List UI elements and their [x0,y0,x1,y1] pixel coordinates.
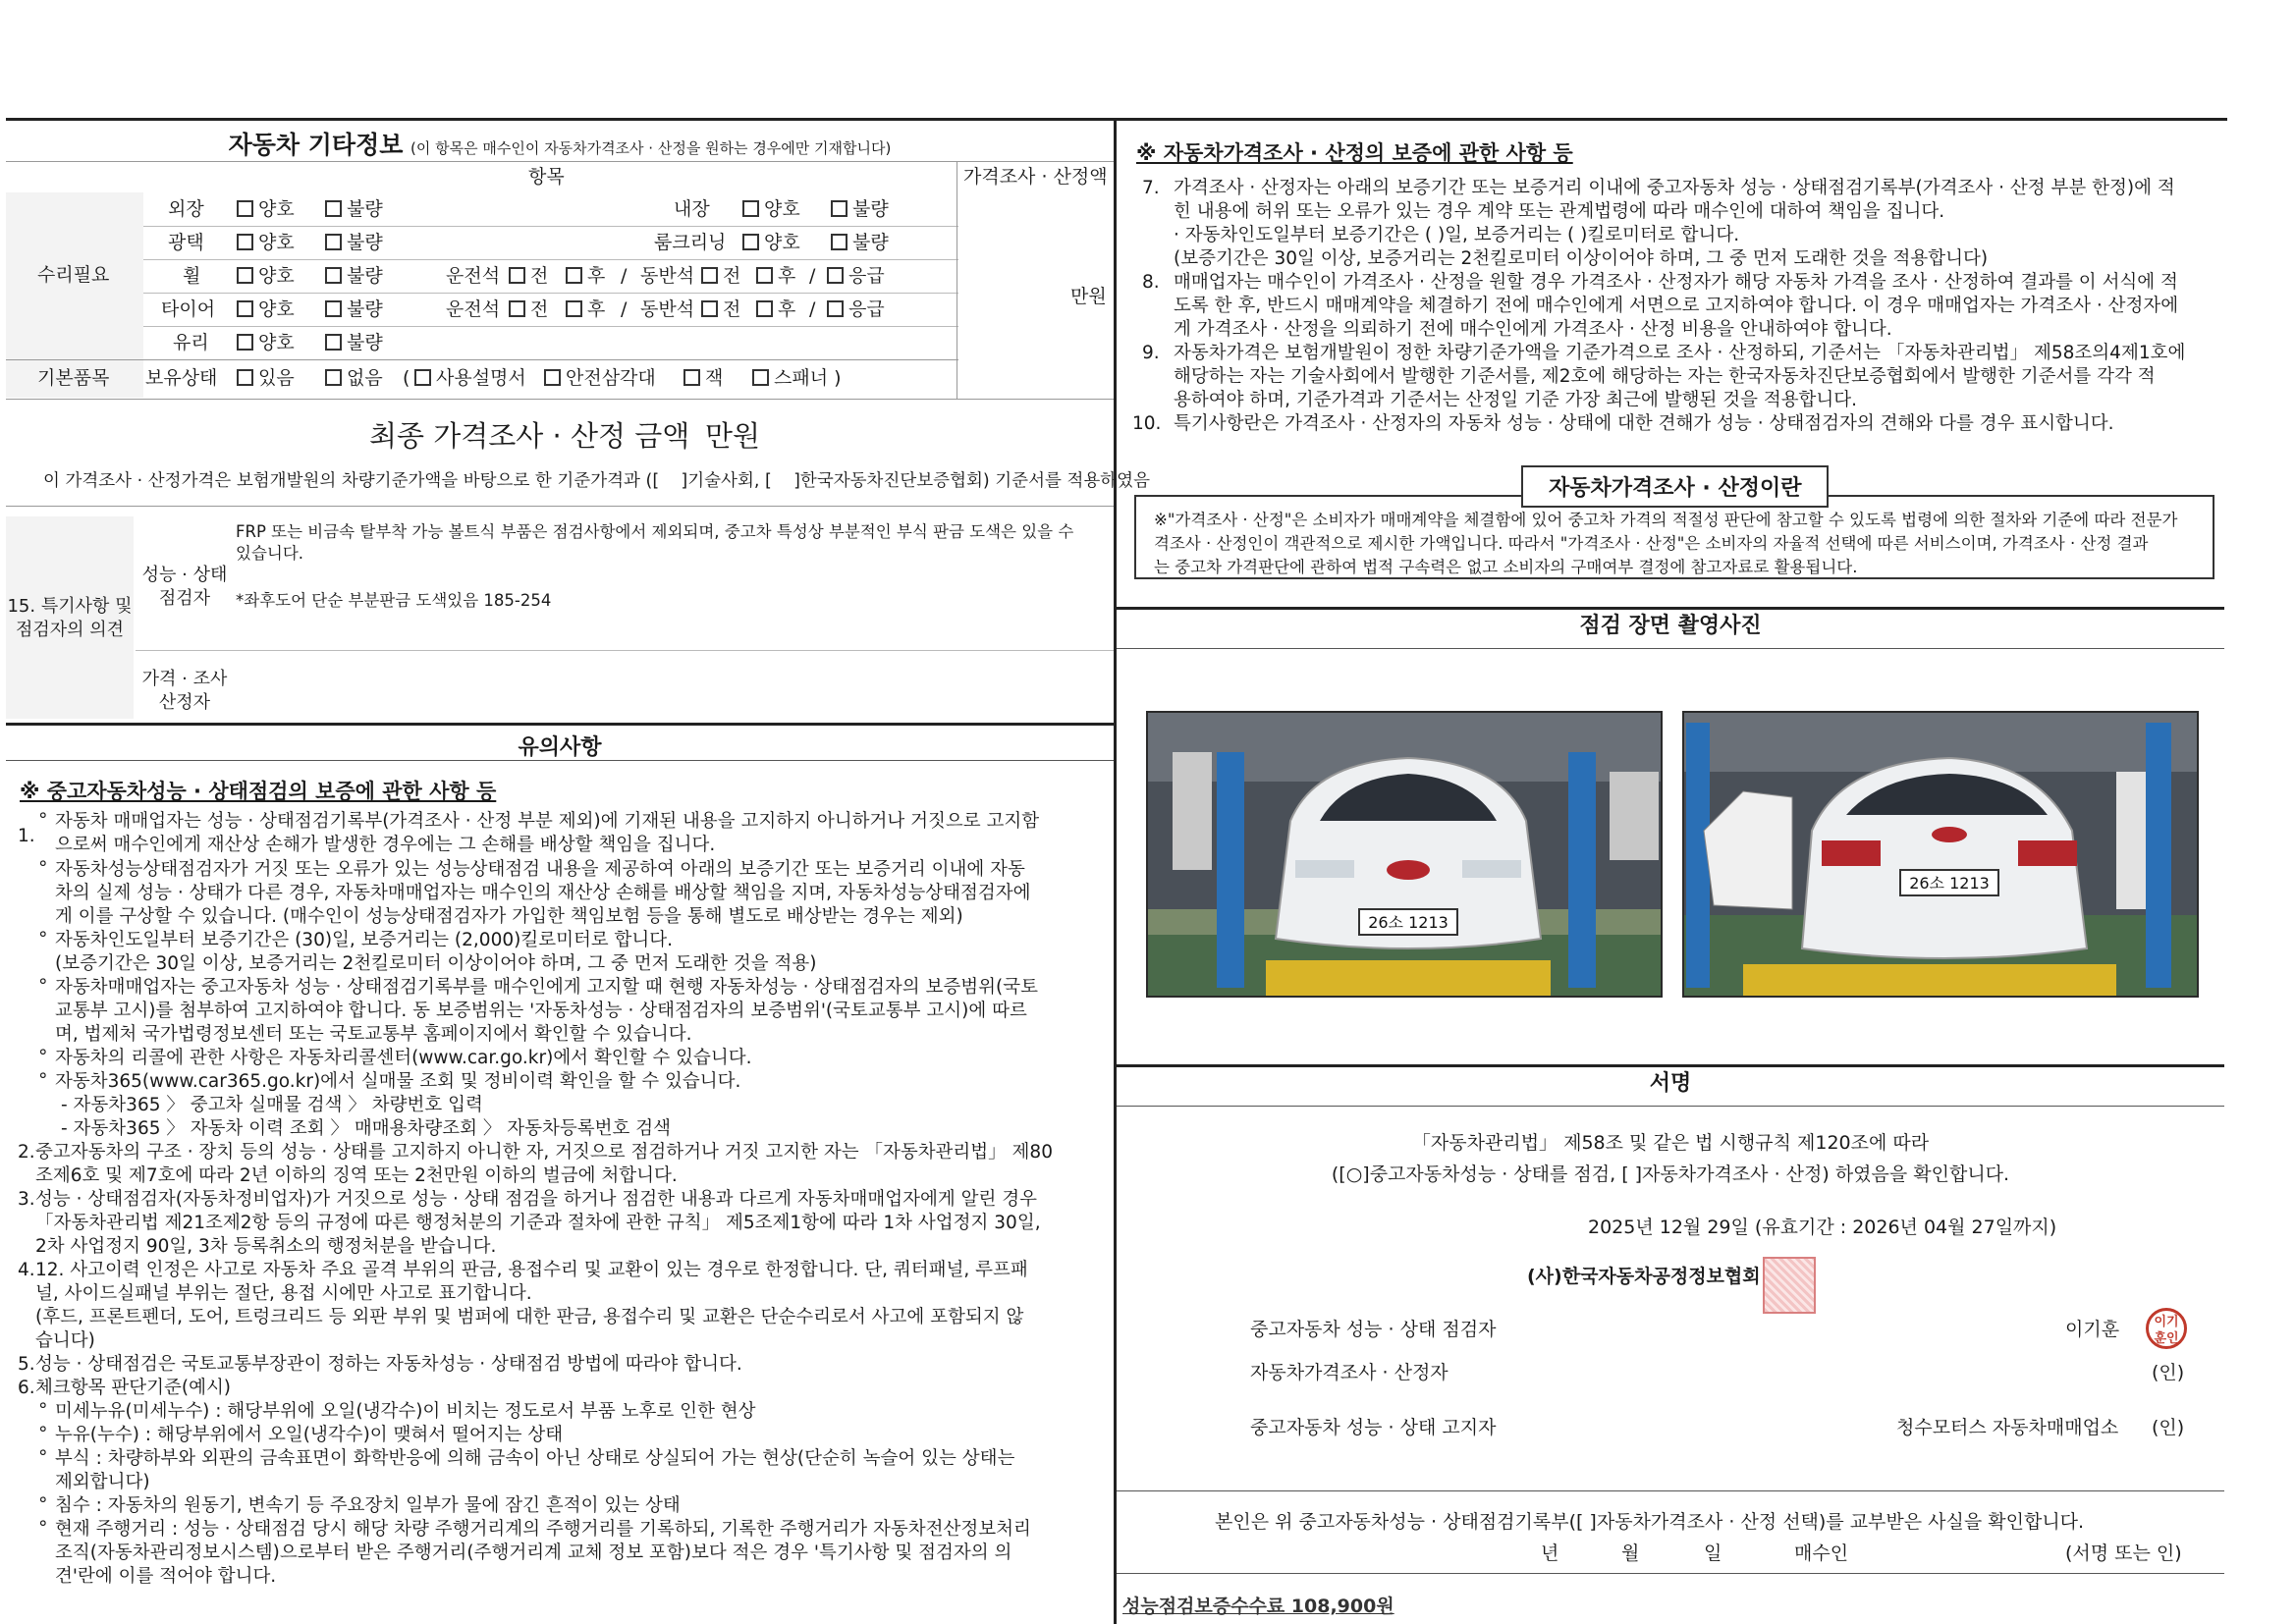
notifier-name: 청수모터스 자동차매매업소 [1896,1417,2119,1438]
label-good: 양호 [258,298,295,320]
checkbox[interactable] [756,267,773,284]
wheel-emergency[interactable] [827,259,885,293]
label-bad: 불량 [347,265,383,287]
basic-none[interactable] [325,361,383,395]
final-price-label: 최종 가격조사 · 산정 금액 [369,419,690,453]
tire-passenger-label: 동반석 [640,298,695,320]
checkbox[interactable] [237,369,253,386]
tire-passenger-front[interactable] [701,293,740,326]
label-bad: 불량 [852,198,889,220]
notes-line: 침수 : 자동차의 원동기, 변속기 등 주요장치 일부가 물에 잠긴 흔적이 있는 상태 [55,1495,681,1516]
checkbox[interactable] [414,369,431,386]
repair-label: 수리필요 [37,264,110,286]
buyer-label: 매수인 [1794,1543,1849,1564]
section-title-main: 자동차 기타정보 [228,131,404,159]
bullet-icon: ∘ [37,1489,49,1510]
row-label-wheel: 휠 [183,265,201,287]
checkbox[interactable] [752,369,769,386]
photo-heading: 점검 장면 촬영사진 [1579,614,1762,638]
notes-line: 성능 · 상태점검자(자동차정비업자)가 거짓으로 성능 · 상태 점검을 하거나 점검한 내용과 다르게 자동차매매업자에게 알린 경우 [35,1189,1037,1210]
room-cleaning-bad[interactable] [831,226,889,259]
notes-heading: 유의사항 [518,735,602,760]
notifier-seal-mark: (인) [2152,1417,2185,1438]
receipt-month: 월 [1621,1543,1640,1564]
receipt-line: 본인은 위 중고자동차성능 · 상태점검기록부([ ]자동차가격조사 · 산정 선택)를 교부받은 사실을 확인합니다. [1215,1511,2085,1533]
row-label-interior: 내장 [674,198,710,220]
sign-line-2: ([○]중고자동차성능 · 상태를 점검, [ ]자동차가격조사 · 산정) 하였음을 확인합니다. [1331,1164,2010,1185]
association-name: (사)한국자동차공정정보협회 [1527,1266,1761,1287]
row-glass [6,326,1114,359]
checkbox[interactable] [827,300,844,317]
item-line: 매매업자는 매수인이 가격조사 · 산정을 원할 경우 가격조사 · 산정자가 해당 자동차 가격을 조사 · 산정하여 결과를 이 서식에 적 [1174,272,2178,293]
row-tire [6,293,1114,326]
notes-line: 2차 사업정지 90일, 3차 등록취소의 행정처분을 받습니다. [35,1236,497,1257]
checkbox[interactable] [237,267,253,284]
label-bad: 불량 [347,332,383,353]
inspector-label-1: 성능 · 상태 [141,565,228,585]
notes-line: 체크항목 판단기준(예시) [35,1378,232,1398]
label-spanner: 스패너 ) [774,367,842,389]
bullet-icon: ∘ [37,1513,49,1534]
notes-number: 4. [18,1260,35,1280]
exterior-good[interactable] [237,192,295,226]
rule [6,760,1114,761]
checkbox[interactable] [544,369,561,386]
rule [1117,1573,2224,1574]
rule [6,506,1114,507]
label-front: 전 [530,298,549,320]
definition-badge: 자동차가격조사 · 산정이란 [1521,465,1829,508]
inspector-role: 중고자동차 성능 · 상태 점검자 [1250,1319,1497,1340]
notes-section [6,727,1114,1624]
appraiser-label-1: 가격 · 조사 [141,669,228,689]
row-basic-items [6,361,1114,395]
rule [6,161,1114,162]
inspection-photo-front [1146,711,1663,998]
notes-line: 교통부 고시)를 첨부하여 고지하여야 합니다. 동 보증범위는 '자동차성능 · 상태점검자의 보증범위'(국토교통부 고시)에 따르 [55,1001,1027,1021]
tire-bad[interactable] [325,293,383,326]
rule [6,723,1114,726]
label-good: 양호 [258,198,295,220]
label-front: 전 [723,298,741,320]
checkbox[interactable] [831,234,847,250]
notes-line: 자동차의 리콜에 관한 사항은 자동차리콜센터(www.car.go.kr)에서 확인할 수 있습니다. [55,1048,752,1068]
date-line: 2025년 12월 29일 (유효기간 : 2026년 04월 27일까지) [1588,1217,2057,1238]
item-number: 9. [1142,343,1160,363]
label-jack: 잭 [705,367,724,389]
checkbox[interactable] [325,234,342,250]
bullet-icon: ∘ [37,924,49,945]
checkbox[interactable] [237,234,253,250]
row-label-tire: 타이어 [161,298,216,320]
label-bad: 불량 [347,298,383,320]
slash: / [621,298,628,320]
notes-line: 12. 사고이력 인정은 사고로 자동차 주요 골격 부위의 판금, 용접수리 및 교환이 있는 경우로 한정합니다. 단, 쿼터패널, 루프패 [35,1260,1028,1280]
item-number: 10. [1132,413,1162,434]
checkbox[interactable] [325,267,342,284]
tire-good[interactable] [237,293,295,326]
item-line: 가격조사 · 산정자는 아래의 보증기간 또는 보증거리 이내에 중고자동차 성능 · 상태점검기록부(가격조사 · 산정 부분 한정)에 적 [1174,178,2175,198]
bullet-icon: ∘ [37,805,49,826]
inspector-text-3: *좌후도어 단순 부분판금 도색있음 185-254 [236,591,552,610]
notes-line: 며, 법제처 국가법령정보센터 또는 국토교통부 홈페이지에서 확인할 수 있습니다. [55,1024,692,1045]
wheel-passenger-rear[interactable] [756,259,795,293]
slash: / [809,265,816,287]
label-front: 전 [723,265,741,287]
notes-line: 널, 사이드실패널 부위는 절단, 용접 시에만 사고로 표기합니다. [35,1283,532,1304]
notes-number: 1. [18,826,35,846]
basis-part: 이 가격조사 · 산정가격은 보험개발원의 차량기준가액을 바탕으로 한 기준가격과 ([ [43,471,660,491]
section-title [6,126,1114,161]
room-cleaning-good[interactable] [742,226,800,259]
basis-part: ]기술사회, [ [681,471,772,491]
label-emergency: 응급 [848,265,885,287]
special-label-1: 15. 특기사항 및 [7,596,133,617]
checkbox[interactable] [325,300,342,317]
notes-line: 현재 주행거리 : 성능 · 상태점검 당시 해당 차량 주행거리계의 주행거리를 기록하되, 기록한 주행거리가 자동차전산정보처리 [55,1519,1031,1540]
notes-line: 자동차매매업자는 중고자동차 성능 · 상태점검기록부를 매수인에게 고지할 때 현행 자동차성능 · 상태점검자의 보증범위(국토 [55,977,1038,998]
label-front: 전 [530,265,549,287]
label-none: 없음 [347,367,383,389]
item-number: 7. [1142,178,1160,198]
checkbox[interactable] [325,200,342,217]
notes-line: 견'란에 이를 적어야 합니다. [55,1566,277,1587]
checkbox[interactable] [683,369,700,386]
basic-spanner[interactable] [752,361,842,395]
right-column [1117,118,2296,1624]
inspector-seal-icon: 이기 훈인 [2146,1308,2187,1349]
checkbox[interactable] [742,234,759,250]
label-rear: 후 [587,265,606,287]
bullet-icon: ∘ [37,1442,49,1463]
basis-part: ]한국자동차진단보증협회) 기준서를 적용하였음 [793,471,1150,491]
bullet-icon: ∘ [37,971,49,992]
row-label-room-cleaning: 룸크리닝 [654,232,727,253]
notes-line: 으로써 매수인에게 재산상 손해가 발생한 경우에는 그 손해를 배상할 책임을 집니다. [55,835,716,855]
item-number: 8. [1142,272,1160,293]
notes-number: 6. [18,1378,35,1398]
glass-bad[interactable] [325,326,383,359]
notes-line: 제외합니다) [55,1472,150,1492]
checkbox[interactable] [566,300,582,317]
checkbox[interactable] [701,267,718,284]
checkbox[interactable] [566,267,582,284]
possession-status-label: 보유상태 [145,367,218,389]
label-rear: 후 [587,298,606,320]
sign-heading: 서명 [1649,1071,1692,1096]
notes-line: 습니다) [35,1330,95,1351]
checkbox[interactable] [509,267,525,284]
item-line: 용하여야 하며, 기준가격과 기준서는 산정일 기준 가장 최근에 발행된 것을 적용합니다. [1174,390,1858,410]
item-line: (보증기간은 30일 이상, 보증거리는 2천킬로미터 이상이어야 하며, 그 중 먼저 도래한 것을 적용합니다) [1174,248,1989,269]
gloss-bad[interactable] [325,226,383,259]
row-wheel [6,259,1114,293]
basic-items-label: 기본품목 [37,367,110,389]
label-good: 양호 [258,232,295,253]
row-gloss [6,226,1114,259]
appraiser-seal-mark: (인) [2152,1362,2185,1383]
price-unit: 만원 [1070,286,1107,307]
notes-line: 「자동차관리법 제21조제2항 등의 규정에 따른 행정처분의 기준과 절차에 관한 규칙」 제5조제1항에 따라 1차 사업정지 30일, [35,1213,1041,1233]
notes-line: 조직(자동차관리정보시스템)으로부터 받은 주행거리(주행거리계 교체 정보 포함)보다 적은 경우 '특기사항 및 점검자의 의 [55,1543,1012,1563]
receipt-day: 일 [1704,1543,1722,1564]
wheel-driver-label: 운전석 [446,265,501,287]
row-label-glass: 유리 [173,332,209,353]
checkbox[interactable] [831,200,847,217]
item-line: 힌 내용에 허위 또는 오류가 있는 경우 계약 또는 관계법령에 따라 매수인에 대하여 책임을 집니다. [1174,201,1945,222]
price-guarantee-heading: ※ 자동차가격조사 · 산정의 보증에 관한 사항 등 [1136,141,1573,165]
gloss-good[interactable] [237,226,295,259]
checkbox[interactable] [237,300,253,317]
label-have: 있음 [258,367,295,389]
sign-or-seal-label: (서명 또는 인) [2065,1543,2182,1564]
notes-line: (후드, 프론트펜더, 도어, 트렁크리드 등 외판 부위 및 범퍼에 대한 판금, 용접수리 및 교환은 단순수리로서 사고에 포함되지 않 [35,1307,1024,1327]
rule [1117,607,2224,610]
notes-line: 자동차성능상태점검자가 거짓 또는 오류가 있는 성능상태점검 내용을 제공하여 아래의 보증기간 또는 보증거리 이내에 자동 [55,859,1025,880]
bullet-icon: ∘ [37,1419,49,1439]
item-line: · 자동차인도일부터 보증기간은 ( )일, 보증거리는 ( )킬로미터로 합니다. [1174,225,1740,245]
notes-number: 3. [18,1189,35,1210]
rule [136,650,1114,651]
checkbox[interactable] [325,369,342,386]
notes-line: 중고자동차의 구조 · 장치 등의 성능 · 상태를 고지하지 아니한 자, 거짓으로 점검하거나 거짓 고지한 자는 「자동차관리법」 제80 [35,1142,1053,1163]
rule [1117,1490,2224,1491]
notes-line: 자동차365(www.car365.go.kr)에서 실매물 조회 및 정비이력 확인을 할 수 있습니다. [55,1071,741,1092]
tire-driver-label: 운전석 [446,298,501,320]
inspector-text-2: 있습니다. [236,544,304,563]
row-label-exterior: 외장 [168,198,204,220]
notes-line: 미세누유(미세누수) : 해당부위에 오일(냉각수)이 비치는 정도로서 부품 노후로 인한 현상 [55,1401,756,1422]
inspection-photo-rear [1682,711,2199,998]
notes-line: - 자동차365 〉 중고차 실매물 검색 〉 차량번호 입력 [61,1095,483,1115]
sign-line-1: 「자동차관리법」 제58조 및 같은 법 시행규칙 제120조에 따라 [1411,1132,1930,1154]
bullet-icon: ∘ [37,1395,49,1416]
checkbox[interactable] [325,334,342,351]
row-label-gloss: 광택 [168,232,204,253]
wheel-driver-rear[interactable] [566,259,605,293]
appraiser-role: 자동차가격조사 · 산정자 [1250,1362,1449,1383]
notes-line: 자동차 매매업자는 성능 · 상태점검기록부(가격조사 · 산정 부분 제외)에 기재된 내용을 고지하지 아니하거나 거짓으로 고지함 [55,811,1040,832]
checkbox[interactable] [701,300,718,317]
basic-triangle[interactable] [544,361,656,395]
label-rear: 후 [778,298,796,320]
special-label-2: 점검자의 의견 [15,620,125,640]
section-title-note: (이 항목은 매수인이 자동차가격조사 · 산정을 원하는 경우에만 기재합니다) [410,139,892,157]
notes-line: (보증기간은 30일 이상, 보증거리는 2천킬로미터 이상이어야 하며, 그 중 먼저 도래한 것을 적용) [55,953,817,974]
label-manual: 사용설명서 [436,367,526,389]
wheel-good[interactable] [237,259,295,293]
row-exterior [6,192,1114,226]
tire-driver-rear[interactable] [566,293,605,326]
notes-number: 5. [18,1354,35,1375]
rule [1117,1106,2224,1107]
label-good: 양호 [764,198,800,220]
item-line: 게 가격조사 · 산정을 의뢰하기 전에 매수인에게 가격조사 · 산정 비용을 안내하여야 합니다. [1174,319,1892,340]
definition-line-3: 는 중고차 가격판단에 관하여 법적 구속력은 없고 소비자의 구매여부 결정에 참고자료로 활용됩니다. [1154,558,1858,576]
rule [6,399,1114,400]
wheel-passenger-label: 동반석 [640,265,695,287]
rule [6,359,958,360]
notes-line: 자동차인도일부터 보증기간은 (30)일, 보증거리는 (2,000)킬로미터로 합니다. [55,930,674,950]
label-emergency: 응급 [848,298,885,320]
label-bad: 불량 [852,232,889,253]
rule [1117,648,2224,649]
label-bad: 불량 [347,198,383,220]
checkbox[interactable] [237,334,253,351]
basic-jack[interactable] [683,361,723,395]
label-good: 양호 [258,265,295,287]
label-bad: 불량 [347,232,383,253]
guarantee-fee: 성능점검보증수수료 108,900원 [1122,1596,1394,1617]
notes-line: 성능 · 상태점검은 국토교통부장관이 정하는 자동차성능 · 상태점검 방법에 따라야 합니다. [35,1354,742,1375]
tire-driver-front[interactable] [509,293,548,326]
tire-emergency[interactable] [827,293,885,326]
notes-line: 부식 : 차량하부와 외판의 금속표면이 화학반응에 의해 금속이 아닌 상태로 상실되어 가는 현상(단순히 녹슬어 있는 상태는 [55,1448,1015,1469]
tire-passenger-rear[interactable] [756,293,795,326]
final-price-unit: 만원 [705,419,761,453]
definition-line-2: 격조사 · 산정인이 객관적으로 제시한 가액입니다. 따라서 "가격조사 · 산정"은 소비자의 자율적 선택에 따른 서비스이며, 가격조사 · 산정 결과 [1154,534,2149,553]
item-line: 해당하는 자는 기술사회에서 발행한 기준서를, 제2호에 해당하는 자는 한국자동차진단보증협회에서 발행한 기준서를 각각 적 [1174,366,2156,387]
checkbox[interactable] [237,200,253,217]
interior-good[interactable] [742,192,800,226]
bullet-icon: ∘ [37,1065,49,1086]
label-rear: 후 [778,265,796,287]
paren-open: ( [403,367,410,389]
receipt-year: 년 [1541,1543,1559,1564]
inspector-text-1: FRP 또는 비금속 탈부착 가능 볼트식 부품은 점검사항에서 제외되며, 중고차 특성상 부분적인 부식 판금 도색은 있을 수 [236,522,1074,541]
checkbox[interactable] [756,300,773,317]
plate-rear-text: 26소 1213 [1909,874,1990,893]
notes-subheading: ※ 중고자동차성능 · 상태점검의 보증에 관한 사항 등 [20,780,497,803]
notifier-role: 중고자동차 성능 · 상태 고지자 [1250,1417,1497,1438]
notes-line: - 자동차365 〉 자동차 이력 조회 〉 매매용차량조회 〉 자동차등록번호 검색 [61,1118,671,1139]
wheel-bad[interactable] [325,259,383,293]
bullet-icon: ∘ [37,853,49,874]
label-good: 양호 [258,332,295,353]
item-line: 특기사항란은 가격조사 · 산정자의 자동차 성능 · 상태에 대한 견해가 성능 · 상태점검자의 견해와 다를 경우 표시합니다. [1174,413,2114,434]
notes-line: 차의 실제 성능 · 상태가 다른 경우, 자동차매매업자는 매수인의 재산상 손해를 배상할 책임을 지며, 자동차성능상태점검자에 [55,883,1031,903]
checkbox[interactable] [742,200,759,217]
slash: / [621,265,628,287]
inspector-name: 이기훈 [2065,1319,2120,1340]
plate-front-text: 26소 1213 [1368,913,1449,932]
header-item: 항목 [528,166,565,188]
wheel-driver-front[interactable] [509,259,548,293]
header-price: 가격조사 · 산정액 [963,166,1108,188]
item-line: 도록 한 후, 반드시 매매계약을 체결하기 전에 매수인에게 서면으로 고지하여야 합니다. 이 경우 매매업자는 가격조사 · 산정자에 [1174,296,2179,316]
notes-line: 누유(누수) : 해당부위에서 오일(냉각수)이 맺혀서 떨어지는 상태 [55,1425,564,1445]
inspector-label-2: 점검자 [158,588,211,609]
association-seal-icon [1763,1257,1816,1314]
notes-line: 조제6호 및 제7호에 따라 2년 이하의 징역 또는 2천만원 이하의 벌금에 처합니다. [35,1165,678,1186]
price-basis-text [43,469,1150,493]
exterior-bad[interactable] [325,192,383,226]
item-line: 자동차가격은 보험개발원이 정한 차량기준가액을 기준가격으로 조사 · 산정하되, 기준서는 「자동차관리법」 제58조의4제1호에 [1174,343,2186,363]
definition-line-1: ※"가격조사 · 산정"은 소비자가 매매계약을 체결함에 있어 중고차 가격의 적절성 판단에 참고할 수 있도록 법령에 의한 절차와 기준에 따라 전문가 [1154,511,2178,529]
bullet-icon: ∘ [37,1042,49,1062]
basic-have[interactable] [237,361,295,395]
appraiser-label-2: 산정자 [158,692,211,713]
checkbox[interactable] [509,300,525,317]
glass-good[interactable] [237,326,295,359]
car-rear-illustration [1684,713,2199,998]
notes-number: 2. [18,1142,35,1163]
car-front-illustration [1148,713,1663,998]
slash: / [809,298,816,320]
label-triangle: 안전삼각대 [566,367,656,389]
notes-line: 게 이를 구상할 수 있습니다. (매수인이 성능상태점검자가 가입한 책임보험 등을 통해 별도로 배상받는 경우는 제외) [55,906,963,927]
checkbox[interactable] [827,267,844,284]
wheel-passenger-front[interactable] [701,259,740,293]
basic-manual[interactable] [414,361,526,395]
label-good: 양호 [764,232,800,253]
rule [1117,1064,2224,1067]
interior-bad[interactable] [831,192,889,226]
